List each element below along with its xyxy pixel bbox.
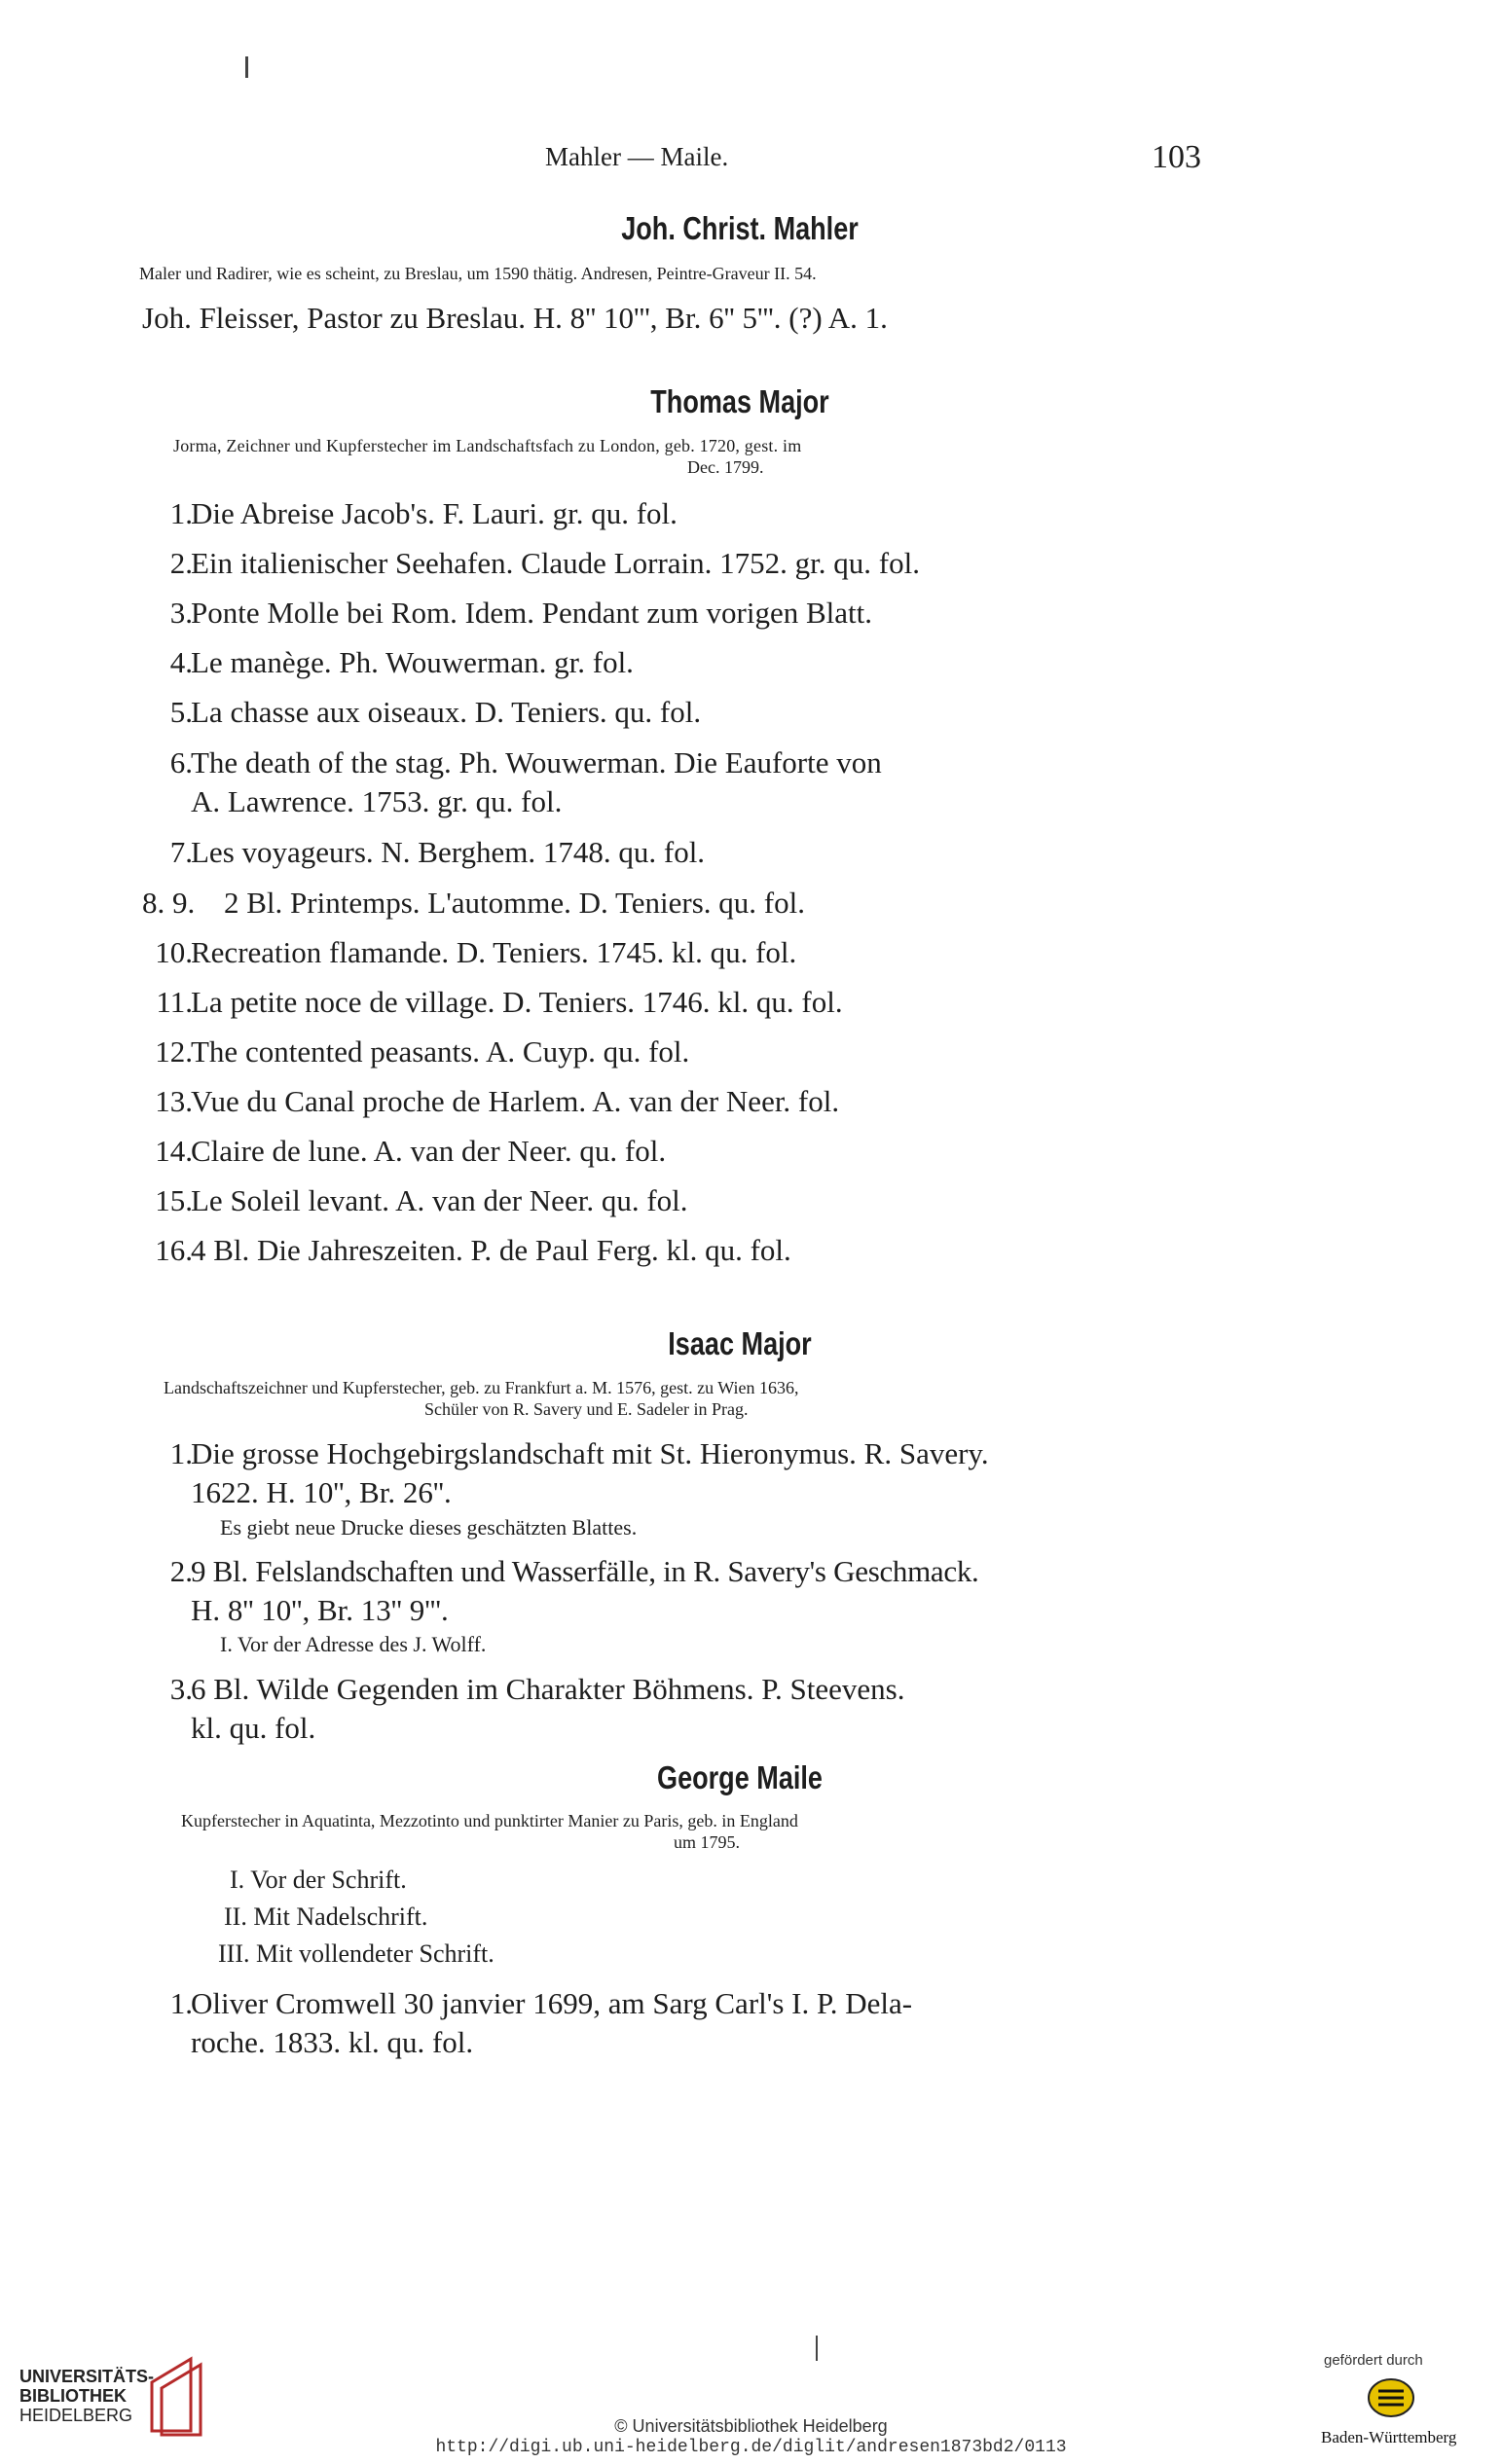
entry-note: I. Vor der Adresse des J. Wolff. (220, 1632, 487, 1656)
entry-text: Joh. Fleisser, Pastor zu Breslau. H. 8'' 10''', Br. 6'' 5'''. (?) A. 1. (142, 301, 888, 335)
entry-text: H. 8'' 10'', Br. 13'' 9'''. (191, 1593, 449, 1627)
entry-text: Claire de lune. A. van der Neer. qu. fol. (191, 1134, 667, 1168)
entry-text: The death of the stag. Ph. Wouwerman. Die Eauforte von (191, 745, 882, 779)
entry-text: 1622. H. 10'', Br. 26''. (191, 1475, 452, 1509)
entry-number: 3. (169, 1672, 193, 1706)
source-url[interactable]: http://digi.ub.uni-heidelberg.de/diglit/andresen1873bd2/0113 (435, 2438, 1067, 2457)
entry-number: 12. (155, 1034, 193, 1069)
bio-text: um 1795. (674, 1832, 741, 1852)
entry-number: 2. (169, 546, 193, 580)
entry-number: 13. (155, 1084, 193, 1118)
entry-text: Les voyageurs. N. Berghem. 1748. qu. fol. (191, 835, 706, 869)
entry-number: 5. (169, 695, 193, 729)
entry-text: A. Lawrence. 1753. gr. qu. fol. (191, 784, 563, 818)
scan-mark (816, 2336, 818, 2361)
entry-text: 9 Bl. Felslandschaften und Wasserfälle, in R. Savery's Geschmack. (191, 1554, 979, 1588)
entry-text: Die Abreise Jacob's. F. Lauri. gr. qu. fol. (191, 496, 678, 530)
bio-text: Maler und Radirer, wie es scheint, zu Breslau, um 1590 thätig. Andresen, Peintre-Graveur II. 54. (139, 264, 817, 283)
running-title: Mahler — Maile. (545, 142, 729, 171)
entry-text: Vue du Canal proche de Harlem. A. van der Neer. fol. (191, 1084, 840, 1118)
entry-text: La petite noce de village. D. Teniers. 1746. kl. qu. fol. (191, 985, 843, 1019)
section-heading: Thomas Major (650, 383, 829, 419)
entry-number: 15. (155, 1183, 193, 1217)
entry-number: 2. (169, 1554, 193, 1588)
entry-number: 1. (169, 1986, 193, 2020)
section-heading: Joh. Christ. Mahler (621, 210, 859, 246)
entry-text: 2 Bl. Printemps. L'automme. D. Teniers. qu. fol. (224, 886, 805, 920)
bio-text: Jorma, Zeichner und Kupferstecher im Landschaftsfach zu London, geb. 1720, gest. im (173, 436, 802, 455)
entry-number: 3. (169, 596, 193, 630)
library-line: HEIDELBERG (19, 2406, 133, 2425)
entry-text: 4 Bl. Die Jahreszeiten. P. de Paul Ferg. kl. qu. fol. (191, 1233, 791, 1267)
bio-text: Dec. 1799. (687, 457, 764, 477)
page-number: 103 (1152, 139, 1201, 175)
funded-by-label: gefördert durch (1324, 2352, 1423, 2369)
entry-text: The contented peasants. A. Cuyp. qu. fol. (191, 1034, 690, 1069)
section-heading: Isaac Major (668, 1325, 812, 1361)
entry-text: 6 Bl. Wilde Gegenden im Charakter Böhmens. P. Steevens. (191, 1672, 905, 1706)
entry-text: Ein italienischer Seehafen. Claude Lorrain. 1752. gr. qu. fol. (191, 546, 920, 580)
entry-text: Recreation flamande. D. Teniers. 1745. kl. qu. fol. (191, 935, 797, 969)
section-heading: George Maile (657, 1759, 823, 1795)
entry-number: 8. 9. (142, 886, 196, 920)
state-label: I. Vor der Schrift. (230, 1866, 407, 1894)
entry-text: Le manège. Ph. Wouwerman. gr. fol. (191, 645, 634, 679)
funder-name: Baden-Württemberg (1321, 2428, 1457, 2446)
library-line: UNIVERSITÄTS- (19, 2367, 155, 2386)
entry-text: Le Soleil levant. A. van der Neer. qu. fol. (191, 1183, 688, 1217)
bio-text: Kupferstecher in Aquatinta, Mezzotinto und punktirter Manier zu Paris, geb. in England (181, 1811, 798, 1830)
entry-text: roche. 1833. kl. qu. fol. (191, 2025, 474, 2059)
scan-mark (245, 56, 248, 78)
entry-text: Oliver Cromwell 30 janvier 1699, am Sarg Carl's I. P. Dela- (191, 1986, 913, 2020)
bio-text: Landschaftszeichner und Kupferstecher, geb. zu Frankfurt a. M. 1576, gest. zu Wien 1636, (164, 1378, 799, 1397)
entry-text: Ponte Molle bei Rom. Idem. Pendant zum vorigen Blatt. (191, 596, 872, 630)
entry-number: 14. (155, 1134, 193, 1168)
entry-number: 6. (169, 745, 193, 779)
entry-text: kl. qu. fol. (191, 1711, 316, 1745)
entry-number: 1. (169, 496, 193, 530)
copyright-text: © Universitätsbibliothek Heidelberg (614, 2416, 888, 2436)
entry-number: 10. (155, 935, 193, 969)
entry-number: 16. (155, 1233, 193, 1267)
entry-number: 1. (169, 1436, 193, 1470)
coat-of-arms-icon (1367, 2377, 1415, 2418)
bio-text: Schüler von R. Savery und E. Sadeler in Prag. (424, 1399, 749, 1419)
library-line: BIBLIOTHEK (19, 2386, 127, 2406)
entry-text: La chasse aux oiseaux. D. Teniers. qu. fol. (191, 695, 702, 729)
entry-number: 7. (169, 835, 193, 869)
entry-text: Die grosse Hochgebirgslandschaft mit St. Hieronymus. R. Savery. (191, 1436, 989, 1470)
entry-note: Es giebt neue Drucke dieses geschätzten Blattes. (220, 1515, 638, 1540)
entry-number: 4. (169, 645, 193, 679)
entry-number: 11. (156, 985, 193, 1019)
state-label: III. Mit vollendeter Schrift. (218, 1939, 495, 1968)
state-label: II. Mit Nadelschrift. (224, 1902, 428, 1931)
